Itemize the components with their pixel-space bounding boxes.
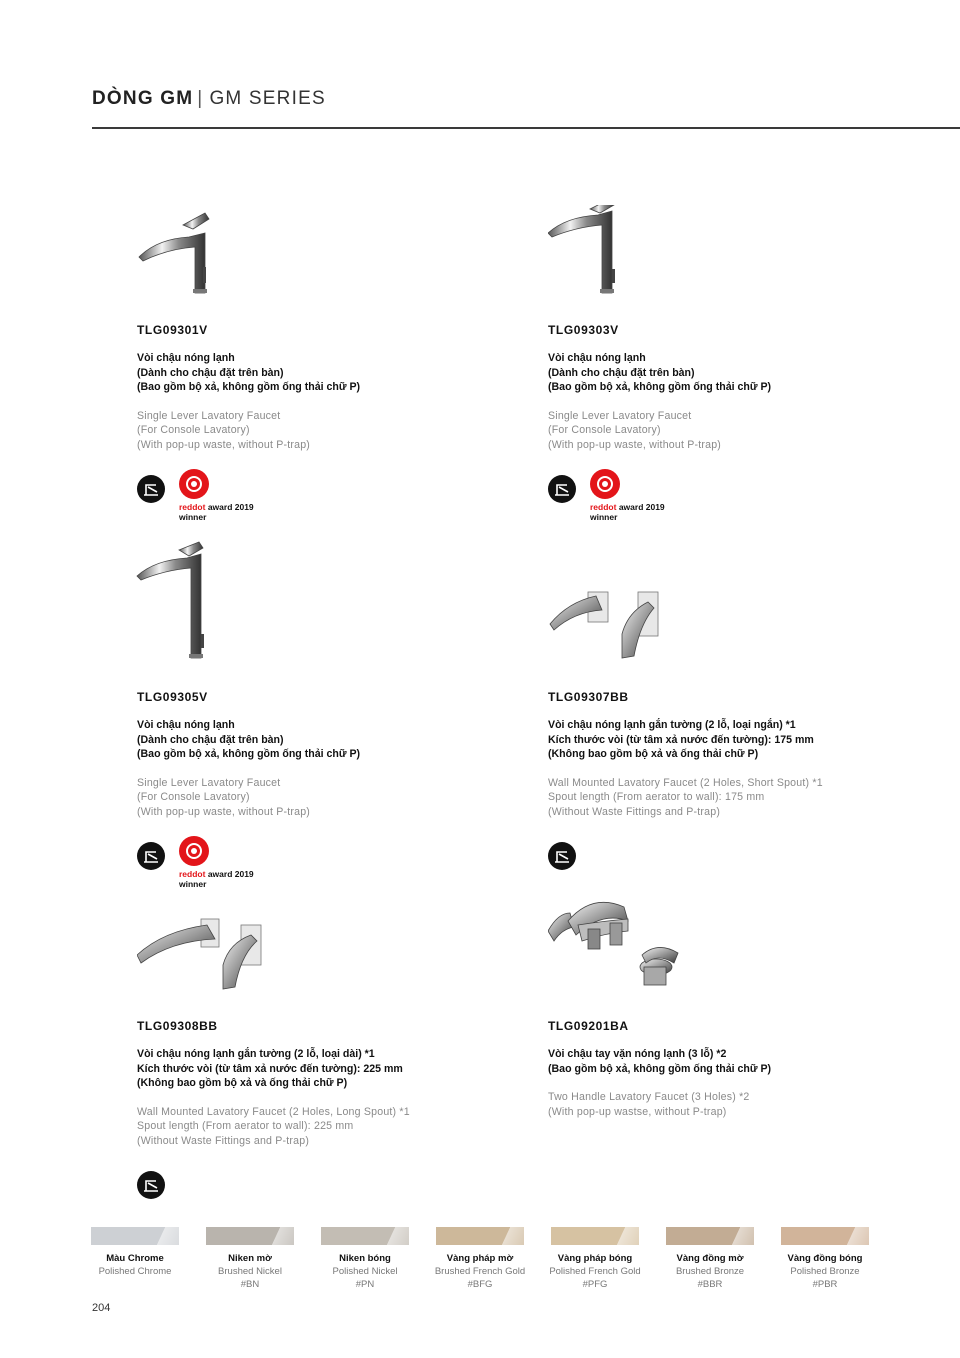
en-line: (With pop-up waste, without P-trap)	[137, 805, 311, 818]
finish-swatch-brushed-bronze	[655, 1227, 765, 1290]
vi-line: (Không bao gồm bộ xả và ống thải chữ P)	[548, 748, 759, 761]
finish-name-en: Polished Nickel	[332, 1266, 398, 1277]
finish-name-en: Polished French Gold	[549, 1266, 641, 1277]
en-line: Single Lever Lavatory Faucet	[137, 409, 281, 422]
finish-swatch-brushed-french-gold	[425, 1227, 535, 1290]
description-english	[548, 409, 928, 453]
product-card	[548, 901, 928, 1119]
vi-line: (Dành cho chậu đặt trên bàn)	[137, 733, 284, 746]
description-english	[548, 1090, 928, 1119]
finish-name-en: Brushed Nickel	[218, 1266, 282, 1277]
en-line: Wall Mounted Lavatory Faucet (2 Holes, Long Spout) *1	[137, 1105, 410, 1118]
finish-code: #BBR	[697, 1279, 723, 1290]
finish-code: #PN	[355, 1279, 375, 1290]
en-line: (With pop-up wastse, without P-trap)	[548, 1105, 727, 1118]
finish-name-vi: Vàng đồng mờ	[676, 1253, 744, 1264]
title-vietnamese: DÒNG GM	[92, 88, 194, 109]
header-divider	[92, 127, 960, 129]
badges	[548, 836, 928, 892]
en-line: Spout length (From aerator to wall): 175 mm	[548, 791, 765, 804]
tall-single-lever-faucet-icon	[548, 205, 688, 315]
product-code: TLG09303V	[548, 323, 619, 337]
color-swatch	[551, 1227, 639, 1245]
color-swatch	[91, 1227, 179, 1245]
title-english: GM SERIES	[209, 88, 326, 109]
badges	[137, 469, 517, 525]
single-lever-badge-icon	[548, 475, 576, 503]
vi-line: Kích thước vòi (từ tâm xả nước đến tường): 225 mm	[137, 1062, 403, 1075]
description-vietnamese	[548, 351, 928, 395]
color-swatch	[206, 1227, 294, 1245]
product-code: TLG09307BB	[548, 690, 629, 704]
finish-name-vi: Niken bóng	[339, 1253, 391, 1264]
single-lever-badge-icon	[137, 475, 165, 503]
single-lever-badge-icon	[137, 842, 165, 870]
en-line: Two Handle Lavatory Faucet (3 Holes) *2	[548, 1091, 750, 1104]
description-english	[137, 1105, 517, 1149]
product-code: TLG09301V	[137, 323, 208, 337]
product-code: TLG09305V	[137, 690, 208, 704]
finish-code: #BFG	[467, 1279, 493, 1290]
badges	[137, 1165, 517, 1221]
reddot-icon	[179, 469, 209, 499]
reddot-award-text: reddot award 2019 winner	[179, 501, 254, 522]
badges	[548, 469, 928, 525]
single-lever-badge-icon	[137, 1171, 165, 1199]
single-lever-badge-icon	[548, 842, 576, 870]
vi-line: (Dành cho chậu đặt trên bàn)	[548, 366, 695, 379]
badges	[137, 836, 517, 892]
vi-line: Vòi chậu nóng lạnh gắn tường (2 lỗ, loại dài) *1	[137, 1048, 375, 1060]
description-english	[137, 776, 517, 820]
vi-line: (Bao gồm bộ xả, không gồm ống thải chữ P)	[137, 381, 361, 394]
finish-code: #PFG	[582, 1279, 608, 1290]
finish-swatch-chrome	[80, 1227, 190, 1277]
finish-swatch-polished-nickel	[310, 1227, 420, 1290]
description-vietnamese	[548, 1047, 928, 1076]
page-number: 204	[92, 1302, 111, 1314]
vi-line: Vòi chậu nóng lạnh	[548, 352, 646, 364]
finish-name-vi: Vàng pháp bóng	[557, 1253, 633, 1264]
product-card	[137, 205, 517, 525]
finish-swatch-brushed-nickel	[195, 1227, 305, 1290]
vi-line: Vòi chậu nóng lạnh gắn tường (2 lỗ, loại ngắn) *1	[548, 719, 796, 731]
en-line: (With pop-up waste, without P-trap)	[548, 438, 722, 451]
en-line: Wall Mounted Lavatory Faucet (2 Holes, Short Spout) *1	[548, 776, 823, 789]
color-swatch	[666, 1227, 754, 1245]
description-vietnamese	[137, 351, 517, 395]
description-english	[137, 409, 517, 453]
en-line: (For Console Lavatory)	[548, 424, 661, 437]
reddot-icon	[590, 469, 620, 499]
vi-line: (Không bao gồm bộ xả và ống thải chữ P)	[137, 1077, 348, 1090]
reddot-icon	[179, 836, 209, 866]
reddot-award-logo	[179, 469, 269, 525]
reddot-award-logo	[179, 836, 269, 892]
en-line: (For Console Lavatory)	[137, 424, 250, 437]
vi-line: Vòi chậu tay vặn nóng lạnh (3 lỗ) *2	[548, 1048, 727, 1060]
product-card	[548, 572, 928, 892]
color-swatch	[321, 1227, 409, 1245]
title-separator: |	[197, 88, 204, 109]
vi-line: Kích thước vòi (từ tâm xả nước đến tường): 175 mm	[548, 733, 814, 746]
vi-line: (Dành cho chậu đặt trên bàn)	[137, 366, 284, 379]
finish-name-en: Brushed French Gold	[434, 1266, 526, 1277]
page-title	[92, 88, 326, 110]
vi-line: Vòi chậu nóng lạnh	[137, 719, 235, 731]
description-english	[548, 776, 928, 820]
product-card	[137, 901, 517, 1221]
single-lever-faucet-icon	[137, 205, 277, 315]
finish-code: #BN	[240, 1279, 260, 1290]
finish-name-en: Brushed Bronze	[675, 1266, 745, 1277]
finish-name-en: Polished Chrome	[98, 1266, 172, 1277]
finish-name-vi: Màu Chrome	[106, 1253, 164, 1264]
vi-line: (Bao gồm bộ xả, không gồm ống thải chữ P)	[548, 1062, 772, 1075]
finish-name-en: Polished Bronze	[790, 1266, 860, 1277]
product-code: TLG09308BB	[137, 1019, 218, 1033]
reddot-award-text: reddot award 2019 winner	[590, 501, 665, 522]
en-line: Spout length (From aerator to wall): 225 mm	[137, 1120, 354, 1133]
wall-mounted-short-faucet-icon	[548, 572, 688, 682]
finish-swatches	[92, 1227, 882, 1297]
en-line: Single Lever Lavatory Faucet	[137, 776, 281, 789]
wall-mounted-long-faucet-icon	[137, 901, 277, 1011]
finish-name-vi: Vàng đồng bóng	[787, 1253, 863, 1264]
en-line: (Without Waste Fittings and P-trap)	[548, 805, 721, 818]
product-card	[548, 205, 928, 525]
finish-name-vi: Niken mờ	[228, 1253, 272, 1264]
finish-code: #PBR	[812, 1279, 838, 1290]
en-line: (With pop-up waste, without P-trap)	[137, 438, 311, 451]
description-vietnamese	[137, 718, 517, 762]
vi-line: (Bao gồm bộ xả, không gồm ống thải chữ P)	[137, 748, 361, 761]
product-card	[137, 572, 517, 892]
extra-tall-single-lever-faucet-icon	[137, 572, 277, 682]
finish-swatch-polished-french-gold	[540, 1227, 650, 1290]
color-swatch	[436, 1227, 524, 1245]
en-line: (For Console Lavatory)	[137, 791, 250, 804]
description-vietnamese	[137, 1047, 517, 1091]
vi-line: (Bao gồm bộ xả, không gồm ống thải chữ P)	[548, 381, 772, 394]
reddot-award-text: reddot award 2019 winner	[179, 868, 254, 889]
en-line: (Without Waste Fittings and P-trap)	[137, 1134, 310, 1147]
reddot-award-logo	[590, 469, 680, 525]
en-line: Single Lever Lavatory Faucet	[548, 409, 692, 422]
finish-name-vi: Vàng pháp mờ	[446, 1253, 514, 1264]
vi-line: Vòi chậu nóng lạnh	[137, 352, 235, 364]
two-handle-faucet-icon	[548, 901, 688, 1011]
product-code: TLG09201BA	[548, 1019, 629, 1033]
color-swatch	[781, 1227, 869, 1245]
description-vietnamese	[548, 718, 928, 762]
finish-swatch-polished-bronze	[770, 1227, 880, 1290]
